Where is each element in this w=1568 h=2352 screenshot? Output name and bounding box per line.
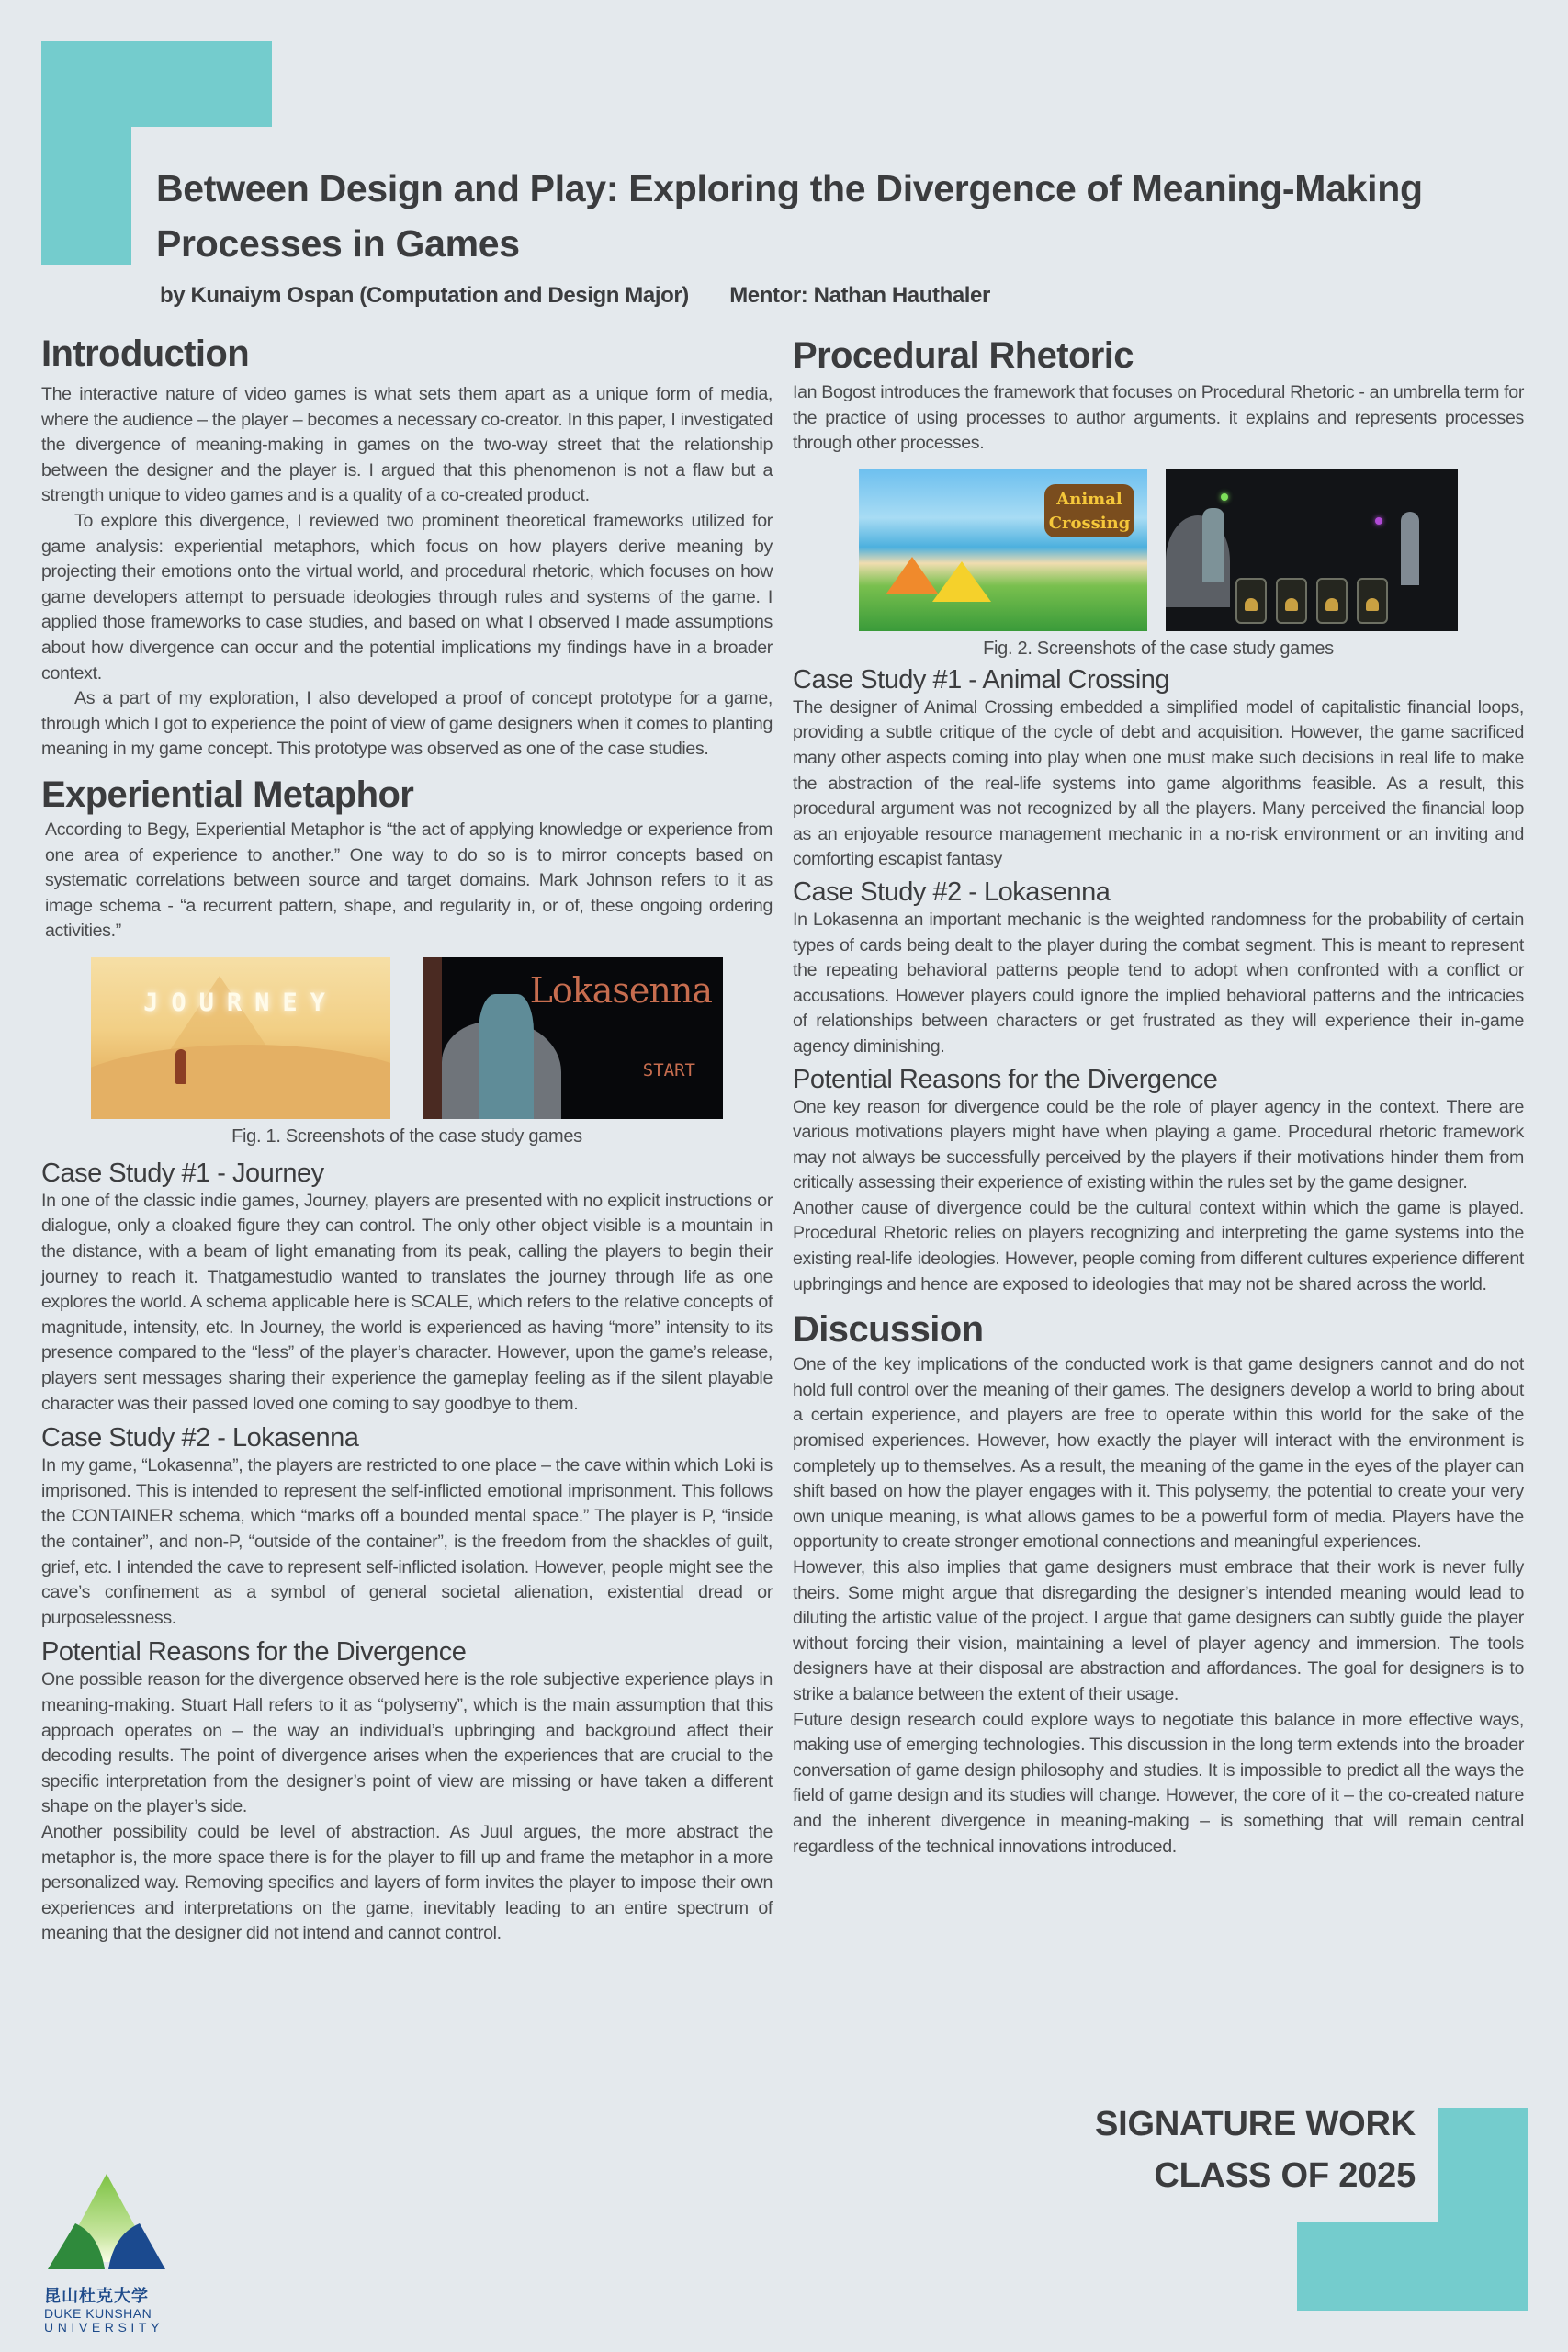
loki-figure-icon bbox=[479, 994, 534, 1119]
left-column bbox=[41, 331, 773, 1947]
experiential-metaphor-section bbox=[41, 772, 773, 1947]
deer-icon bbox=[1285, 598, 1298, 611]
intro-paragraph-3: As a part of my exploration, I also developed a proof of concept prototype for a game, through which I got to experience the point of view of game designers when it comes to planting meaning in my game concept. This prototype was observed as one of the case studies. bbox=[41, 688, 773, 760]
card-bear bbox=[1235, 578, 1267, 624]
journey-screenshot bbox=[91, 957, 390, 1119]
byline bbox=[160, 283, 1025, 309]
case-study-journey-paragraph: In one of the classic indie games, Journey, players are presented with no explicit instructions or dialogue, only a cloaked figure they can control. The only other object visible is a mountain in the distance, with a beam of light emanating from its peak, calling the players to begin their journey to reach it. Thatgamestudio wanted to translates the journey through life as one explores the world. A schema applicable here is SCALE, which refers to the relative concepts of magnitude, intensity, etc. In Journey, the world is experienced as having “more” intensity to its presence compared to the “less” of the player’s character. However, upon the game’s release, players sent messages sharing their experience the gameplay feeling as if the silent playable character was their passed loved one coming to say goodbye to them. bbox=[41, 1190, 773, 1414]
journey-logo-text: JOURNEY bbox=[143, 988, 338, 1017]
tree-shape bbox=[423, 957, 442, 1119]
procedural-rhetoric-heading: Procedural Rhetoric bbox=[793, 335, 1134, 376]
lokasenna-logo-text: Lokasenna bbox=[529, 969, 712, 1011]
purple-orb-icon bbox=[1375, 517, 1382, 525]
university-name-en-1: DUKE KUNSHAN bbox=[44, 2306, 152, 2321]
discussion-section bbox=[793, 1306, 1524, 1860]
reasons-left-paragraph-2: Another possibility could be level of abstraction. As Juul argues, the more abstract the metaphor is, the more space there is for the player to fill up and frame the metaphor in a more personalized way. Removing specifics and layers of form invites the player to impose their own experiences and interpretations on the game, inevitably leading to an entire spectrum of meaning that the designer did not intend and cannot control. bbox=[41, 1821, 773, 1944]
loki-figure-icon bbox=[1202, 508, 1224, 582]
cat-icon bbox=[1325, 598, 1338, 611]
right-column bbox=[793, 333, 1524, 1860]
tent-yellow-shape bbox=[932, 561, 991, 602]
procedural-rhetoric-section bbox=[793, 333, 1524, 1297]
university-name-en-2: UNIVERSITY bbox=[44, 2320, 164, 2335]
case-study-journey-heading: Case Study #1 - Journey bbox=[41, 1158, 324, 1188]
mentor: Mentor: Nathan Hauthaler bbox=[729, 283, 990, 308]
case-study-lokasenna-paragraph-right: In Lokasenna an important mechanic is the weighted randomness for the probability of certain types of cards being dealt to the player during the combat segment. This is meant to represent the repeating behavioral patterns people tend to adopt when confronted with a conflict or accusations. However players could ignore the implied behavioral patterns and the intricacies of relationships between characters or get frustrated as they will experience their in-game agency diminishing. bbox=[793, 909, 1524, 1057]
case-study-animal-crossing-paragraph: The designer of Animal Crossing embedded a simplified model of capitalistic financial loops, providing a subtle critique of the cycle of debt and acquisition. However, the game sacrificed many other aspects coming into play when one must make such decisions in real life to make the abstraction of the real-life systems into game algorithms feasible. As a result, this procedural argument was not recognized by all the players. Many perceived the financial loop as an enjoyable resource management mechanic in a no-risk environment or an inviting and comforting escapist fantasy bbox=[793, 696, 1524, 870]
discussion-heading: Discussion bbox=[793, 1309, 984, 1351]
author: by Kunaiym Ospan (Computation and Design Major) bbox=[160, 283, 689, 308]
bear-icon bbox=[1245, 598, 1258, 611]
reasons-right-paragraph-1: One key reason for divergence could be the role of player agency in the context. There are various motivations players might have when playing a game. Procedural rhetoric framework may not always be successfully perceived by the players if their motivations hinder them from critically assessing their experience of existing within the rules set by the game designer. bbox=[793, 1096, 1524, 1193]
card-hand bbox=[1166, 578, 1458, 624]
discussion-paragraph-2: However, this also implies that game designers must embrace that their work is never fully theirs. Some might argue that disregarding the designer’s intended meaning would lead to diluting the artistic value of the project. I argue that game designers can subtly guide the player without forcing their vision, maintaining a level of player agency and immersion. The tools designers have at their disposal are abstraction and affordances. The goal for designers is to strike a balance between the extent of their usage. bbox=[793, 1557, 1524, 1704]
figure-1 bbox=[41, 957, 773, 1119]
poster-title: Between Design and Play: Exploring the Divergence of Meaning-Making Processes in Games bbox=[156, 167, 1423, 265]
card-deer bbox=[1276, 578, 1307, 624]
decorative-bracket-bottom bbox=[1297, 2222, 1528, 2311]
figure-2-caption: Fig. 2. Screenshots of the case study games bbox=[983, 638, 1334, 659]
signature-line-2: CLASS OF 2025 bbox=[1154, 2156, 1416, 2195]
goddess-figure-icon bbox=[1401, 512, 1419, 585]
green-orb-icon bbox=[1221, 493, 1228, 501]
experiential-paragraph: According to Begy, Experiential Metaphor is “the act of applying knowledge or experience from one area of experience to another.” One way to do so is to mirror concepts based on systematic correlations between source and target domains. Mark Johnson refers to it as image schema - “a recurrent pattern, shape, and regularity in, or of, these ongoing ordering activities.” bbox=[45, 819, 773, 942]
cloaked-figure-icon bbox=[175, 1049, 186, 1084]
reasons-left-paragraph-1: One possible reason for the divergence observed here is the role subjective experience plays in meaning-making. Stuart Hall refers to it as “polysemy”, which is the main assumption that this approach operates on – the way an individual’s upbringing and background affect their decoding results. The point of divergence arises when the experiences that are crucial to the specific interpretation from the designer’s point of view are missing or have taken a different shape on the player’s side. bbox=[41, 1669, 773, 1817]
procedural-paragraph: Ian Bogost introduces the framework that focuses on Procedural Rhetoric - an umbrella term for the practice of using processes to author arguments. it explains and represents processes through other processes. bbox=[793, 382, 1524, 454]
card-deer bbox=[1357, 578, 1388, 624]
decorative-bracket-left bbox=[41, 41, 131, 265]
case-study-lokasenna-heading-right: Case Study #2 - Lokasenna bbox=[793, 876, 1111, 907]
university-logo bbox=[44, 2170, 173, 2335]
discussion-paragraph-1: One of the key implications of the conducted work is that game designers cannot and do not hold full control over the meaning of their games. The designers develop a world to bring about a certain experience, and players are free to operate within this world for the sake of the promised experiences. However, how exactly the player will interact with the environment is completely up to themselves. As a result, the meaning of the game in the eyes of the player can shift based on how the player engages with it. This polysemy, the potential to create your very own unique meaning, is what allows games to be a powerful form of media. Players have the opportunity to create stronger emotional connections and meaningful experiences. bbox=[793, 1354, 1524, 1553]
figure-2 bbox=[793, 469, 1524, 631]
animal-crossing-screenshot bbox=[859, 469, 1147, 631]
reasons-heading-left: Potential Reasons for the Divergence bbox=[41, 1637, 467, 1668]
figure-1-caption: Fig. 1. Screenshots of the case study games bbox=[231, 1125, 582, 1147]
lokasenna-title-screenshot bbox=[423, 957, 723, 1119]
dune-shape bbox=[91, 1045, 390, 1119]
introduction-heading: Introduction bbox=[41, 334, 250, 374]
lokasenna-combat-screenshot bbox=[1166, 469, 1458, 631]
reasons-heading-right: Potential Reasons for the Divergence bbox=[793, 1064, 1218, 1094]
reasons-right-paragraph-2: Another cause of divergence could be the cultural context within which the game is played. Procedural Rhetoric relies on players recognizing and interpreting the game systems into the existing real-life ideologies. However, people coming from different cultures experience different upbringings and hence are exposed to ideologies that may not be shared across the world. bbox=[793, 1197, 1524, 1295]
case-study-lokasenna-heading: Case Study #2 - Lokasenna bbox=[41, 1423, 359, 1453]
signature-work-label bbox=[1095, 2098, 1416, 2201]
tent-orange-shape bbox=[886, 557, 938, 594]
experiential-metaphor-heading: Experiential Metaphor bbox=[41, 774, 414, 815]
introduction-section bbox=[41, 331, 773, 763]
signature-line-1: SIGNATURE WORK bbox=[1094, 2105, 1416, 2143]
deer-icon bbox=[1366, 598, 1379, 611]
card-cat bbox=[1316, 578, 1348, 624]
start-label: START bbox=[642, 1059, 695, 1080]
mountain-logo-icon bbox=[44, 2170, 169, 2271]
intro-paragraph-2: To explore this divergence, I reviewed two prominent theoretical frameworks utilized for game analysis: experiential metaphors, which focus on how players derive meaning by projecting their emotions onto the virtual world, and procedural rhetoric, which focuses on how game developers attempt to persuade ideologies through rules and systems of the game. I applied those frameworks to case studies, and based on what I observed I made assumptions about how divergence can occur and the potential implications my findings have in a broader context. bbox=[41, 510, 773, 684]
animal-crossing-logo: Animal Crossing bbox=[1044, 484, 1134, 537]
intro-paragraph-1: The interactive nature of video games is what sets them apart as a unique form of media, where the audience – the player – becomes a necessary co-creator. In this paper, I investigated the divergence of meaning-making in games on the two-way street that the relationship between the designer and the player is. I argued that this phenomenon is not a flaw but a strength unique to video games and is a quality of a co-created product. bbox=[41, 384, 773, 506]
case-study-lokasenna-paragraph: In my game, “Lokasenna”, the players are restricted to one place – the cave within which Loki is imprisoned. This is intended to represent the self-inflicted emotional imprisonment. This follows the CONTAINER schema, which “marks off a bounded mental space.” The player is P, “inside the container”, and non-P, “outside of the container”, is the freedom from the shackles of guilt, grief, etc. I intended the cave to represent self-inflicted isolation. However, people might see the cave’s confinement as a symbol of general societal alienation, existential dread or purposelessness. bbox=[41, 1455, 773, 1628]
discussion-paragraph-3: Future design research could explore ways to negotiate this balance in more effective ways, making use of emerging technologies. This discussion in the long term extends into the broader conversation of game design philosophy and studies. It is impossible to predict all the ways the field of game design and its studies will change. However, the core of it – the co-created nature and the inherent divergence in meaning-making – is something that will remain central regardless of the technical innovations introduced. bbox=[793, 1709, 1524, 1857]
case-study-animal-crossing-heading: Case Study #1 - Animal Crossing bbox=[793, 664, 1170, 695]
university-name-cn: 昆山杜克大学 bbox=[44, 2287, 149, 2306]
